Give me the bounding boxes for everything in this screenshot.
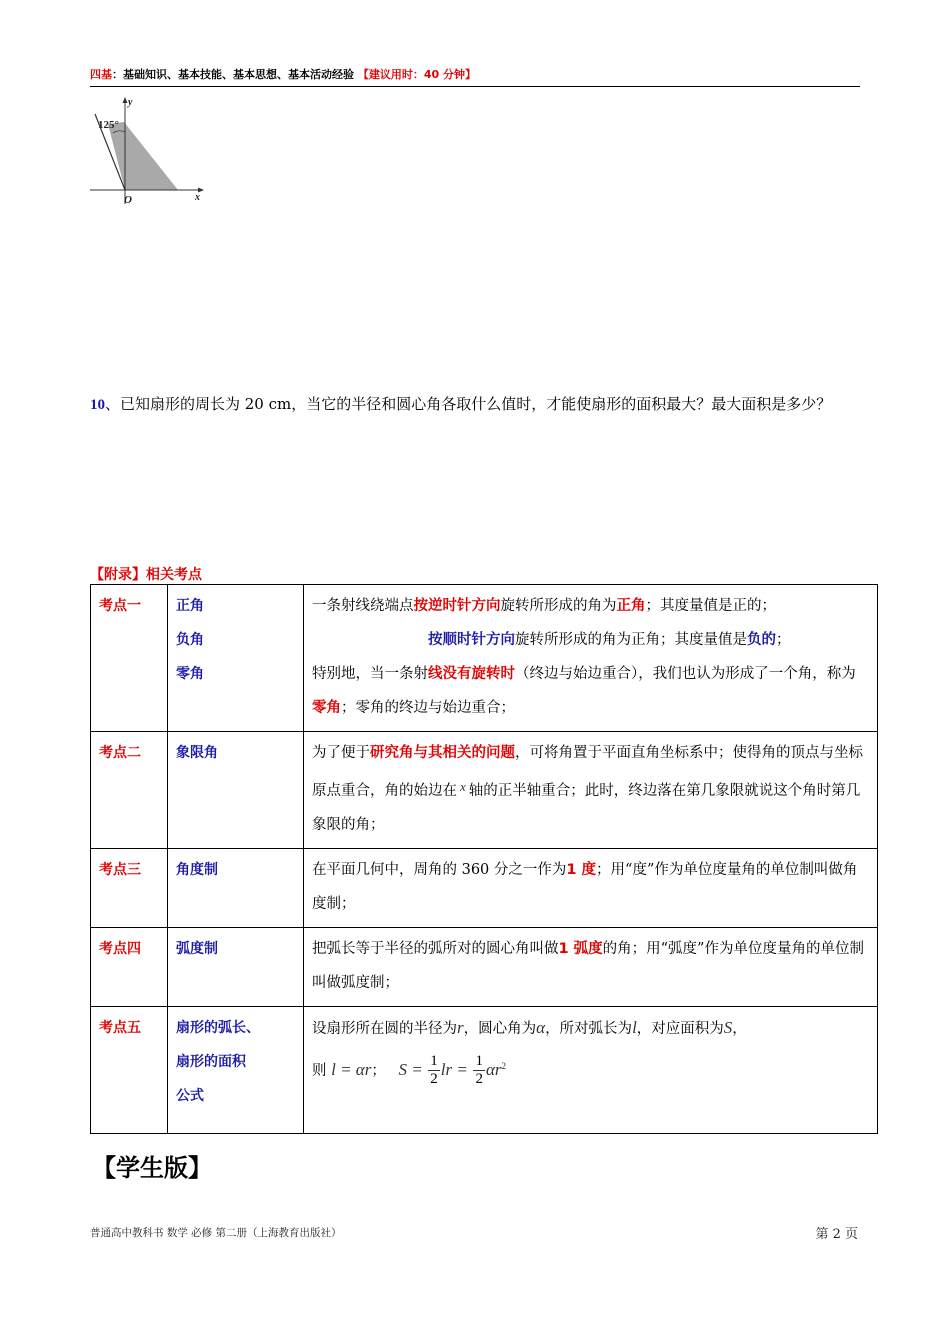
text-span: ，圆心角为 xyxy=(463,1021,537,1037)
topic-item: 扇形的面积 xyxy=(176,1054,246,1070)
table-row xyxy=(91,849,878,928)
text-span: 旋转所形成的角为 xyxy=(500,598,617,614)
fraction-half xyxy=(428,1053,440,1088)
topic-item: 扇形的弧长、 xyxy=(176,1020,260,1036)
origin-label: O xyxy=(124,194,132,206)
question-10 xyxy=(90,386,865,423)
kp-content xyxy=(304,849,878,928)
fraction-num: 1 xyxy=(475,1053,483,1070)
text-span: 在平面几何中，周角的 360 分之一作为 xyxy=(312,862,567,878)
highlight: 按逆时针方向 xyxy=(413,598,501,614)
footer-page-number: 第 2 页 xyxy=(815,1227,858,1242)
text-span: ； xyxy=(371,1062,386,1079)
text-span: ；用“度”作为单位度量角的单位制叫做角度制； xyxy=(312,862,858,912)
math-alpha: α xyxy=(536,1018,546,1037)
topic-item: 零角 xyxy=(176,666,204,682)
kp-content xyxy=(304,585,878,732)
text-span: 一条射线绕端点 xyxy=(312,598,414,614)
math-l: l xyxy=(632,1018,637,1037)
header-time-hint: 【建议用时：40 分钟】 xyxy=(357,68,476,81)
text-span: （终边与始边重合），我们也认为形成了一个角，称为 xyxy=(515,666,856,682)
angle-figure xyxy=(86,92,212,208)
kp-topics xyxy=(168,928,304,1007)
topic-item: 象限角 xyxy=(176,745,218,761)
math-r: r xyxy=(457,1018,464,1037)
text-span: 把弧长等于半径的弧所对的圆心角叫做 xyxy=(312,941,559,957)
topic-item: 公式 xyxy=(176,1088,204,1104)
topic-item: 负角 xyxy=(176,632,204,648)
y-axis-arrow xyxy=(123,97,128,103)
text-span: ，对应面积为 xyxy=(636,1021,724,1037)
topic-item: 正角 xyxy=(176,598,204,614)
shaded-region xyxy=(108,122,178,190)
text-span: ，可将角置于平面直角坐标系中；使得角的顶点与坐标原点重合，角的始边在 xyxy=(312,745,863,799)
arc-length-formula: l = αr xyxy=(331,1059,372,1079)
text-span: 的角；用“弧度”作为单位度量角的单位制叫做弧度制； xyxy=(312,941,864,991)
kp-content xyxy=(304,732,878,849)
text-span: ，所对弧长为 xyxy=(545,1021,633,1037)
text-span: 轴的正半轴重合；此时，终边落在第几象限就说这个角时第几象限的角； xyxy=(312,783,861,833)
x-axis-label: x xyxy=(195,192,200,203)
kp-label: 考点四 xyxy=(91,928,168,1007)
math-x: x xyxy=(460,779,466,794)
highlight: 1 度 xyxy=(566,862,597,878)
text-span: 设扇形所在圆的半径为 xyxy=(312,1021,457,1037)
question-text: 、已知扇形的周长为 20 cm，当它的半径和圆心角各取什么值时，才能使扇形的面积最大？最大面积是多少？ xyxy=(105,395,832,413)
kp-topics xyxy=(168,732,304,849)
topic-item: 弧度制 xyxy=(176,941,218,957)
exponent: 2 xyxy=(501,1061,507,1071)
header-prefix: 四基 xyxy=(90,68,112,81)
text-span: 旋转所形成的角为正角；其度量值是 xyxy=(515,632,747,648)
formula-part: S = xyxy=(398,1059,423,1079)
text-span: ；零角的终边与始边重合； xyxy=(341,700,515,716)
fraction-den: 2 xyxy=(475,1071,483,1088)
kp-label: 考点一 xyxy=(91,585,168,732)
kp-content xyxy=(304,928,878,1007)
kp-content xyxy=(304,1007,878,1134)
kp-label: 考点二 xyxy=(91,732,168,849)
topic-item: 角度制 xyxy=(176,862,218,878)
text-span: ， xyxy=(732,1021,747,1037)
kp-topics xyxy=(168,1007,304,1134)
fraction-num: 1 xyxy=(430,1053,438,1070)
appendix-title: 【附录】相关考点 xyxy=(90,567,202,583)
student-version-heading: 【学生版】 xyxy=(92,1154,212,1182)
highlight: 1 弧度 xyxy=(558,941,603,957)
question-number: 10 xyxy=(90,397,105,413)
formula-part: lr = xyxy=(440,1059,468,1079)
formula-part: αr xyxy=(485,1059,502,1079)
table-row xyxy=(91,732,878,849)
table-row xyxy=(91,1007,878,1134)
fraction-half xyxy=(473,1053,485,1088)
text-span: 则 xyxy=(312,1062,327,1079)
text-span: ；其度量值是正的； xyxy=(645,598,776,614)
fraction-den: 2 xyxy=(430,1071,438,1088)
angle-label: 125° xyxy=(98,119,119,131)
y-axis-label: y xyxy=(128,97,133,108)
text-span: ； xyxy=(776,632,791,648)
text-span: 为了便于 xyxy=(312,745,370,761)
highlight: 零角 xyxy=(312,700,341,716)
highlight: 正角 xyxy=(616,598,646,614)
highlight: 负的 xyxy=(747,632,776,648)
kp-topics xyxy=(168,849,304,928)
kp-label: 考点五 xyxy=(91,1007,168,1134)
highlight: 线没有旋转时 xyxy=(428,666,515,682)
header-body: ：基础知识、基本技能、基本思想、基本活动经验 xyxy=(112,68,354,81)
key-points-table xyxy=(90,584,878,1134)
kp-label: 考点三 xyxy=(91,849,168,928)
footer-book-title: 普通高中教科书 数学 必修 第二册（上海教育出版社） xyxy=(90,1227,342,1239)
math-S: S xyxy=(723,1018,733,1037)
highlight: 研究角与其相关的问题 xyxy=(370,745,515,761)
area-formula xyxy=(398,1053,507,1088)
table-row xyxy=(91,928,878,1007)
kp-topics xyxy=(168,585,304,732)
text-span: 特别地，当一条射 xyxy=(312,666,428,682)
highlight: 按顺时针方向 xyxy=(428,632,515,648)
page-header xyxy=(90,66,860,87)
table-row xyxy=(91,585,878,732)
